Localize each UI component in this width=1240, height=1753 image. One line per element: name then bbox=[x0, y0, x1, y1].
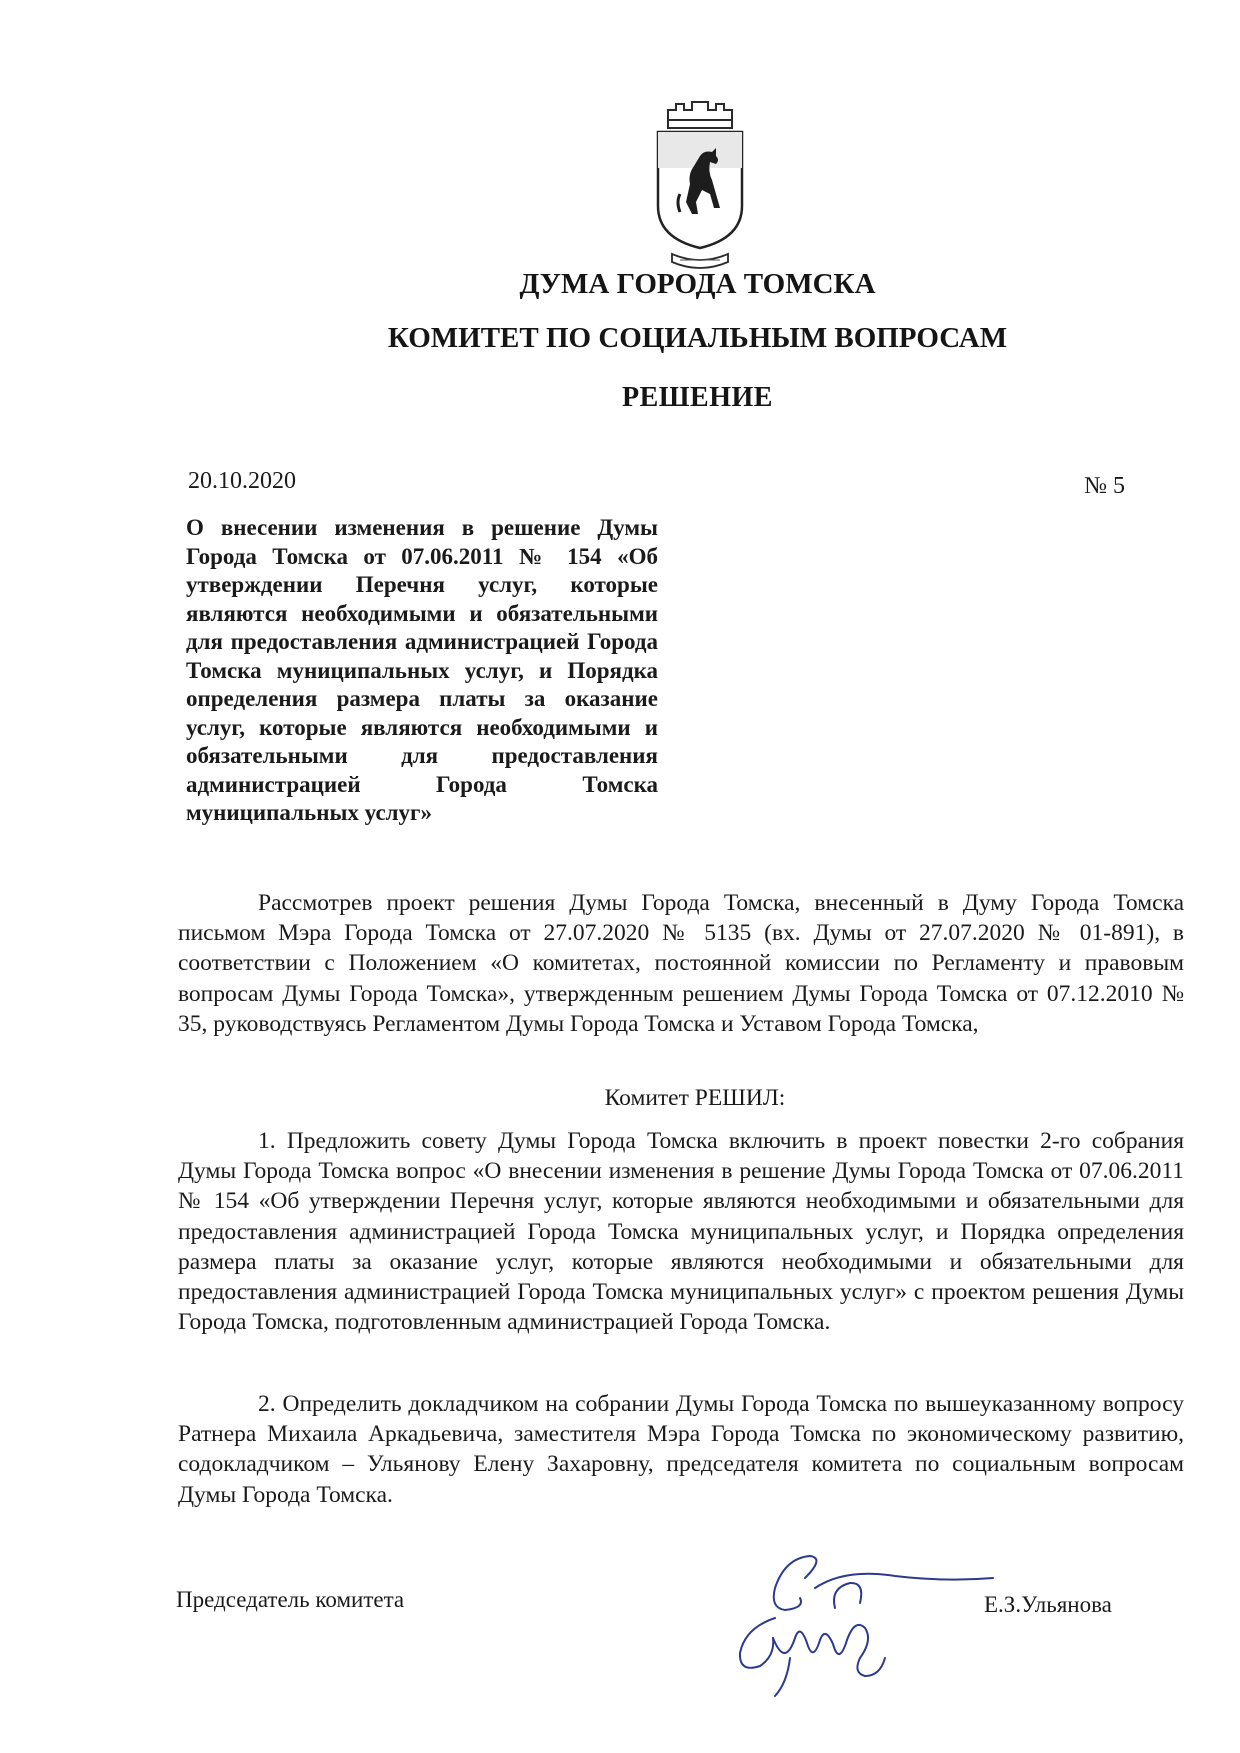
resolved-heading: Комитет РЕШИЛ: bbox=[604, 1085, 786, 1111]
resolution-item-2: 2. Определить докладчиком на собрании Думы Города Томска по вышеуказанному вопросу Ратнера Михаила Аркадьевича, заместителя Мэра Города Томска по экономическому развитию, содокладчиком – Ульянову Елену Захаровну, председателя комитета по социальным вопросам Думы Города Томска. bbox=[178, 1391, 1184, 1508]
preamble-paragraph: Рассмотрев проект решения Думы Города Томска, внесенный в Думу Города Томска письмом Мэра Города Томска от 27.07.2020 № 5135 (вх. Думы от 27.07.2020 № 01-891), в соответствии с Положением «О комитетах, постоянной комиссии по Регламенту и правовым вопросам Думы Города Томска», утвержденным решением Думы Города Томска от 07.12.2010 № 35, руководствуясь Регламентом Думы Города Томска и Уставом Города Томска, bbox=[178, 890, 1184, 1037]
document-number: № 5 bbox=[1084, 473, 1125, 499]
resolution-item-1: 1. Предложить совету Думы Города Томска включить в проект повестки 2-го собрания Думы Города Томска вопрос «О внесении изменения в решение Думы Города Томска от 07.06.2011 № 154 «Об утверждении Перечня услуг, которые являются необходимыми и обязательными для предоставления администрацией Города Томска муниципальных услуг, и Порядка определения размера платы за оказание услуг, которые являются необходимыми и обязательными для предоставления администрацией Города Томска муниципальных услуг» с проектом решения Думы Города Томска, подготовленным администрацией Города Томска. bbox=[178, 1128, 1184, 1336]
handwritten-signature bbox=[715, 1548, 995, 1698]
document-date: 20.10.2020 bbox=[188, 468, 296, 494]
organization-title: ДУМА ГОРОДА ТОМСКА bbox=[519, 268, 876, 300]
document-subject: О внесении изменения в решение Думы Города Томска от 07.06.2011 № 154 «Об утверждении Перечня услуг, которые являются необходимыми и обязательными для предоставления администрацией Города Томска муниципальных услуг, и Порядка определения размера платы за оказание услуг, которые являются необходимыми и обязательными для предоставления администрацией Города Томска муниципальных услуг» bbox=[186, 515, 658, 825]
committee-title: КОМИТЕТ ПО СОЦИАЛЬНЫМ ВОПРОСАМ bbox=[387, 322, 1008, 354]
document-type-title: РЕШЕНИЕ bbox=[622, 382, 773, 413]
signatory-role: Председатель комитета bbox=[176, 1587, 405, 1612]
signatory-name: Е.З.Ульянова bbox=[984, 1592, 1112, 1617]
tomsk-coat-of-arms-icon bbox=[650, 98, 750, 276]
